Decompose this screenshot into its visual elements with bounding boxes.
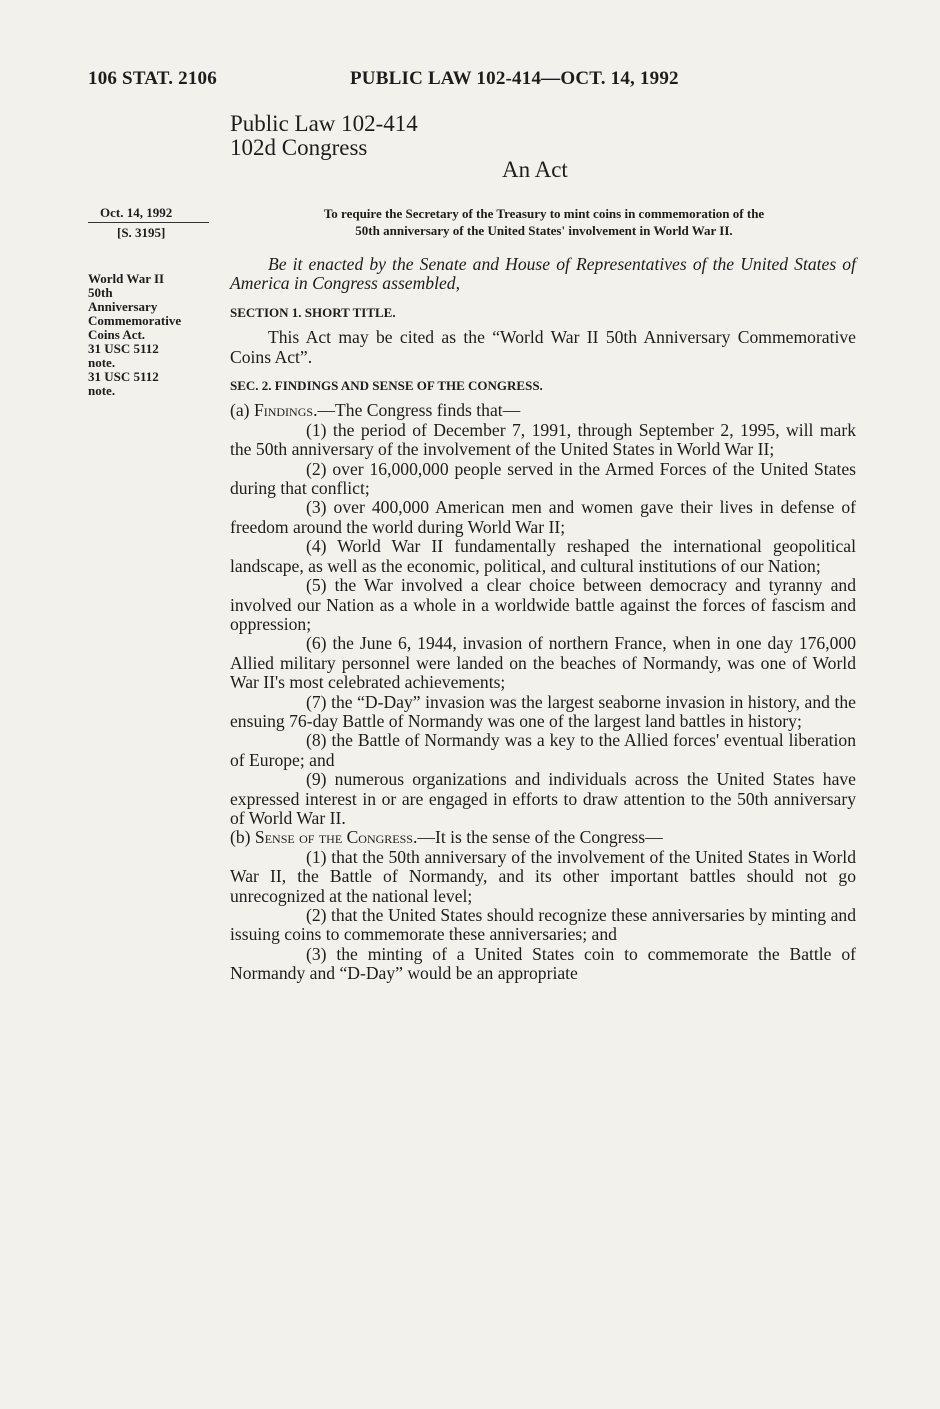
sense-item: (3) the minting of a United States coin to commemorate the Battle of Normandy and “D-Day” would be an appropriate	[230, 943, 856, 984]
finding-item: (7) the “D-Day” invasion was the largest seaborne invasion in history, and the ensuing 76-day Battle of Normandy was one of the largest land battles in history;	[230, 691, 856, 731]
finding-item: (1) the period of December 7, 1991, through September 2, 1995, will mark the 50th anniversary of the involvement of the United States in World War II;	[230, 419, 856, 460]
running-header: PUBLIC LAW 102-414—OCT. 14, 1992	[350, 68, 679, 89]
finding-item: (6) the June 6, 1944, invasion of northern France, when in one day 176,000 Allied military personnel were landed on the beaches of Normandy, was one of World War II's most celebrated achievements;	[230, 633, 856, 693]
finding-item: (3) over 400,000 American men and women gave their lives in defense of freedom around the world during World War II;	[230, 497, 856, 537]
finding-item: (9) numerous organizations and individuals across the United States have expressed interest in or are engaged in efforts to draw attention to the 50th anniversary of World War II.	[230, 769, 856, 828]
act-purpose: To require the Secretary of the Treasury to mint coins in commemoration of the 50th anniversary of the United States' involvement in World War II.	[323, 206, 765, 238]
finding-item: (2) over 16,000,000 people served in the Armed Forces of the United States during that conflict;	[230, 458, 856, 499]
stat-page-number: 106 STAT. 2106	[88, 68, 217, 89]
section-1-text: This Act may be cited as the “World War II 50th Anniversary Commemorative Coins Act”.	[230, 327, 856, 367]
findings-list	[230, 421, 856, 829]
margin-rule	[88, 222, 209, 223]
act-body	[230, 255, 856, 984]
sense-list	[230, 848, 856, 984]
sense-item: (1) that the 50th anniversary of the involvement of the United States in World War II, the Battle of Normandy, and its other important battles should not go unrecognized at the national level;	[230, 846, 856, 906]
finding-item: (4) World War II fundamentally reshaped the international geopolitical landscape, as well as the economic, political, and cultural institutions of our Nation;	[230, 536, 856, 576]
section-1-heading: SECTION 1. SHORT TITLE.	[230, 304, 396, 320]
margin-note-act-name: World War II 50th Anniversary Commemorative Coins Act. 31 USC 5112 note. 31 USC 5112 note.	[88, 271, 182, 398]
enacting-clause: Be it enacted by the Senate and House of Representatives of the United States of America in Congress assembled,	[230, 254, 856, 294]
congress-number: 102d Congress	[230, 135, 368, 160]
finding-item: (5) the War involved a clear choice between democracy and tyranny and involved our Nation as a whole in a worldwide battle against the forces of fascism and oppression;	[230, 575, 856, 634]
finding-item: (8) the Battle of Normandy was a key to the Allied forces' eventual liberation of Europe; and	[230, 730, 856, 770]
findings-intro: (a) Findings.—The Congress finds that—	[230, 400, 521, 421]
section-2-heading: SEC. 2. FINDINGS AND SENSE OF THE CONGRESS.	[230, 378, 543, 394]
law-number: Public Law 102-414	[230, 111, 418, 136]
margin-date: Oct. 14, 1992	[100, 205, 173, 220]
margin-bill: [S. 3195]	[117, 225, 166, 240]
sense-item: (2) that the United States should recognize these anniversaries by minting and issuing coins to commemorate these anniversaries; and	[230, 905, 856, 945]
sense-intro: (b) Sense of the Congress.—It is the sense of the Congress—	[230, 827, 663, 848]
act-heading: An Act	[502, 157, 568, 182]
